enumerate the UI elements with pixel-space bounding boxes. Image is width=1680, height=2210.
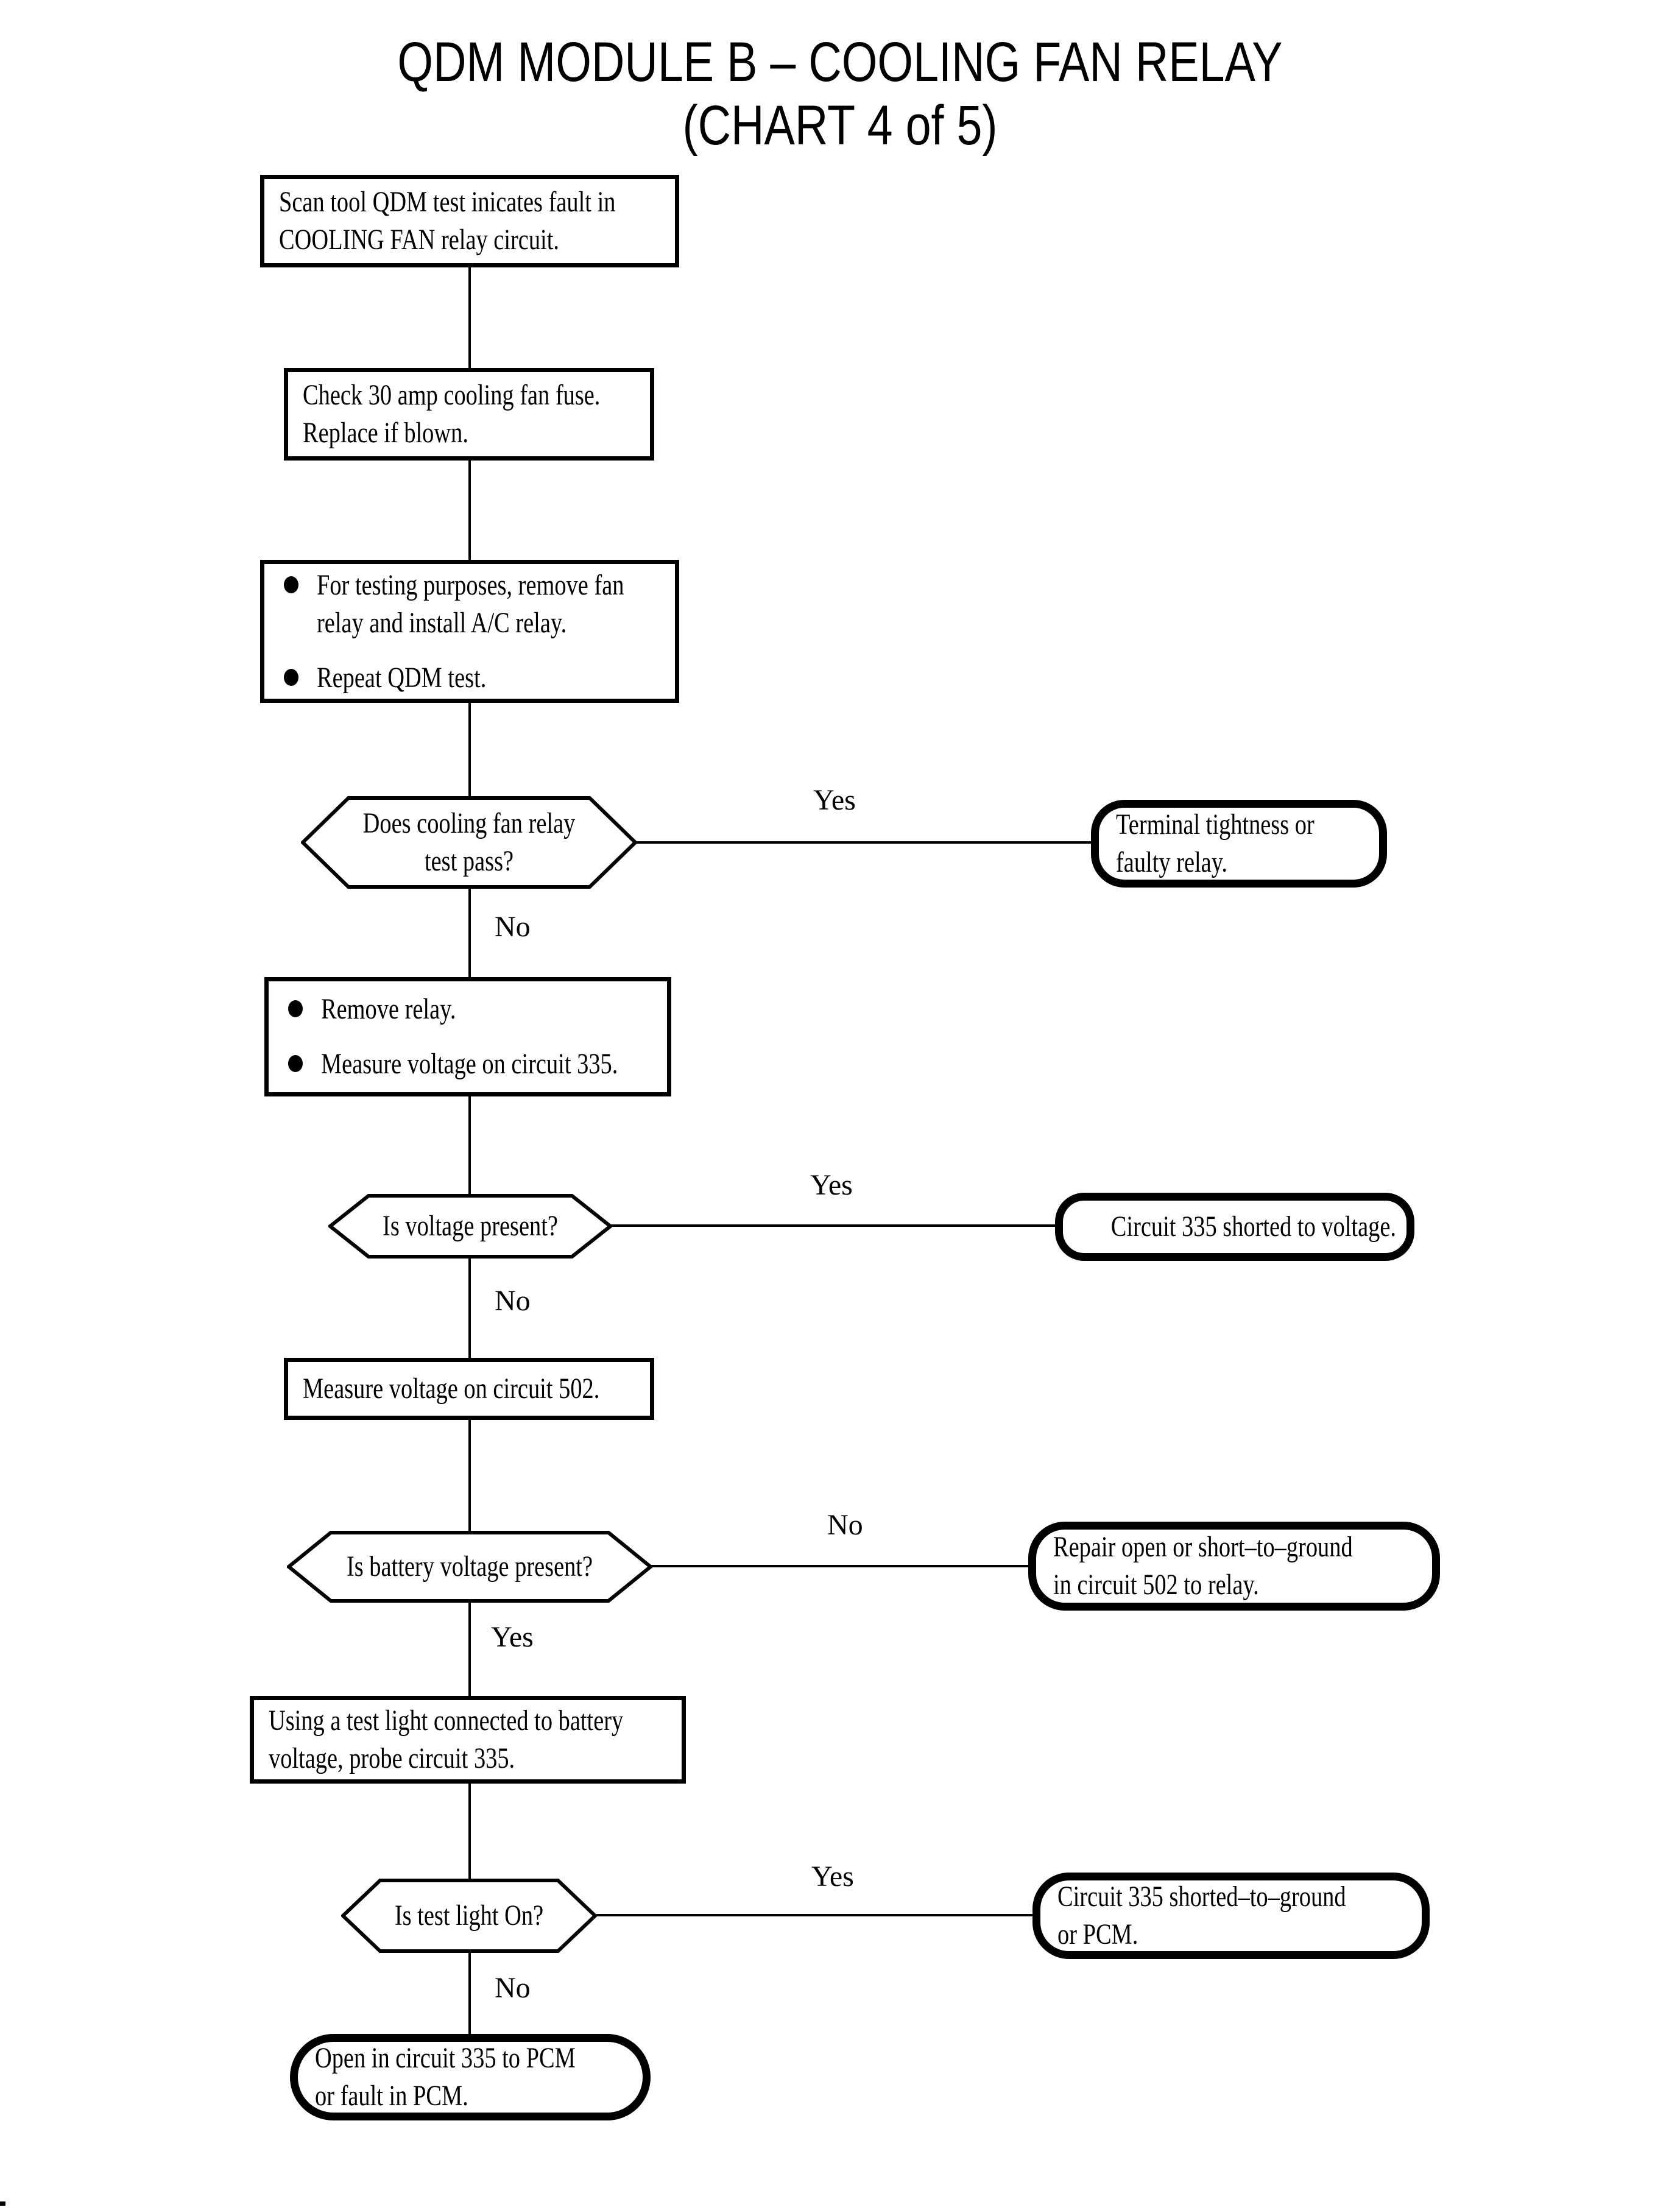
edge-label-yes: Yes [491,1621,534,1653]
connector-line [468,1601,471,1697]
text-line: Repair open or short–to–ground [1053,1531,1353,1563]
process-measure-circuit-502 [284,1358,654,1420]
page-title [0,30,1680,157]
text-line: Is voltage present? [383,1210,558,1242]
edge-label-yes: Yes [811,1860,854,1893]
text-line: Terminal tightness or [1116,808,1315,841]
bullet-item [283,990,652,1028]
edge-label-yes: Yes [813,784,856,816]
text-line: Does cooling fan relay [362,807,576,839]
connector-line [637,841,1091,844]
bullet-icon [288,1055,303,1072]
bullet-icon [284,576,298,593]
text-line: Open in circuit 335 to PCM [315,2042,576,2074]
bullet-item [279,567,660,642]
edge-label-yes: Yes [810,1169,853,1201]
bullet-icon [284,669,298,686]
connector-line [468,1782,471,1879]
connector-line [468,1095,471,1195]
process-swap-relay [260,560,679,703]
connector-line [611,1224,1055,1227]
connector-line [468,1952,471,2035]
terminal-repair-circuit-502 [1028,1522,1440,1611]
connector-line [468,702,471,798]
text-line: Using a test light connected to battery [269,1704,624,1737]
text-line: test pass? [424,845,514,877]
connector-line [468,888,471,977]
edge-label-no: No [827,1509,863,1541]
bullet-text [317,659,660,697]
process-remove-relay [264,977,671,1096]
edge-label-no: No [495,1972,531,2004]
text-line: Remove relay. [321,993,456,1025]
terminal-terminal-tightness [1091,800,1387,888]
text-line: Circuit 335 shorted to voltage. [1110,1210,1396,1243]
connector-line [468,1418,471,1531]
decision-text [287,1530,652,1603]
text-line: relay and install A/C relay. [317,606,567,639]
edge-label-no: No [495,911,531,943]
decision-battery-voltage-present [287,1530,652,1603]
connector-line [468,1257,471,1359]
text-line: Measure voltage on circuit 502. [303,1372,600,1405]
process-test-light-probe [250,1696,686,1784]
text-line: Measure voltage on circuit 335. [321,1048,618,1080]
text-line: Check 30 amp cooling fan fuse. [303,379,601,411]
page-title-line1: QDM MODULE B – COOLING FAN RELAY [397,31,1283,93]
bullet-item [279,659,660,697]
text-line: Scan tool QDM test inicates fault in [279,186,616,218]
text-line: or PCM. [1057,1918,1138,1951]
text-line: or fault in PCM. [315,2080,468,2112]
text-line: voltage, probe circuit 335. [269,1742,515,1774]
text-line: For testing purposes, remove fan [317,568,624,601]
decision-text [341,1878,597,1954]
text-line: Replace if blown. [303,417,468,449]
process-check-fuse [284,368,654,461]
text-line: Repeat QDM test. [317,661,487,694]
text-line: Is battery voltage present? [346,1550,593,1583]
text-line: COOLING FAN relay circuit. [279,224,559,256]
page-title-line2: (CHART 4 of 5) [682,94,998,157]
connector-line [468,459,471,560]
decision-text [328,1193,612,1259]
edge-label-no: No [495,1285,531,1317]
bullet-text [321,990,652,1028]
decision-cooling-fan-relay-test [301,796,637,889]
process-scan-tool-fault [260,175,679,267]
text-line: Is test light On? [394,1899,544,1932]
connector-line [596,1914,1032,1916]
terminal-open-circuit-335 [290,2034,651,2120]
bullet-item [283,1045,652,1083]
terminal-circuit-335-shorted-voltage [1055,1193,1414,1261]
text-line: in circuit 502 to relay. [1053,1569,1259,1601]
connector-line [468,266,471,368]
text-line: Circuit 335 shorted–to–ground [1057,1880,1346,1913]
text-line: faulty relay. [1116,846,1228,878]
decision-text [301,796,637,889]
connector-line [651,1565,1028,1567]
bullet-text [317,567,701,642]
bullet-icon [288,1000,303,1017]
decision-voltage-present [328,1193,612,1259]
decision-test-light-on [341,1878,597,1954]
scan-artifact [0,2201,5,2206]
bullet-text [321,1045,692,1083]
terminal-circuit-335-shorted-ground [1032,1873,1430,1959]
